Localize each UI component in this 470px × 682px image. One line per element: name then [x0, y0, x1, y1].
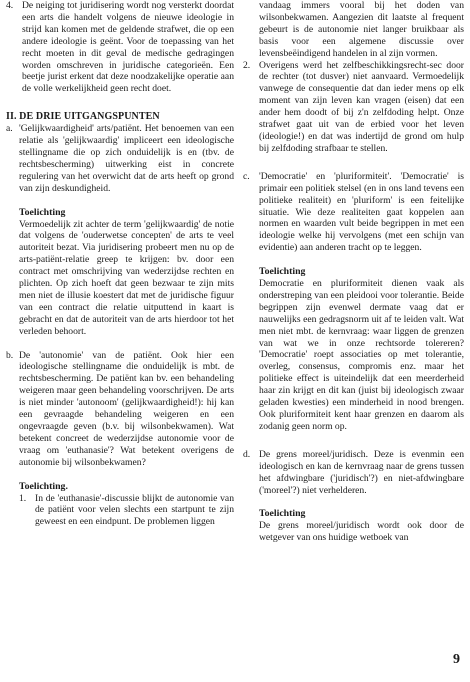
- list-item-4: [6, 0, 234, 95]
- list-marker: b.: [6, 349, 14, 361]
- right-column: [243, 0, 464, 544]
- continued-item-1: [243, 0, 464, 60]
- list-marker: 2.: [243, 59, 251, 71]
- toelichting-d-heading: Toelichting: [259, 508, 306, 520]
- item-c-text: 'Democratie' en 'pluriformiteit'. 'Democratie' is primair een politiek stelsel (en in ons land tevens een politieke realiteit) en 'pluriform' is een feitelijke situatie. Wie deze realiteiten gaat koppelen aan normen en waarden vult beide begrippen in met een ideologie welke hij vervolgens (met een schijn van evidentie) aan anderen tracht op te leggen.: [259, 170, 464, 254]
- toelichting-d: [243, 508, 464, 544]
- item-d-text: De grens moreel/juridisch. Deze is evenmin een ideologisch en kan de kernvraag naar de grens tussen het afdwingbare ('juridisch'?) en niet-afdwingbare ('moreel'?) niet verhelderen.: [259, 448, 464, 496]
- section-heading: II. DE DRIE UITGANGSPUNTEN: [6, 111, 160, 123]
- item-2-text: Overigens werd het zelfbeschikkingsrecht-sec door de rechter (tot dusver) niet aanvaard. Vermoedelijk vanwege de consequentie dat dan ieder mens op elk moment van zijn leven kan vragen (eisen) dat een ander hem doodt of bij z'n zelfdoding helpt. Onze strafwet gaat uit van de erbied voor het leven (ideologie!) en dat was indertijd de grond om hulp bij zelfdoding strafbaar te stellen.: [259, 59, 464, 154]
- page-number: 9: [453, 652, 460, 667]
- list-marker: 4.: [6, 0, 14, 11]
- toelichting-c-heading: Toelichting: [259, 266, 306, 278]
- item-b-text: De 'autonomie' van de patiënt. Ook hier een ideologische stellingname die onduidelijk is mbt. de rechtsbescherming. De patiënt kan bv. een behandeling weigeren maar geen behandeling voorschrijven. De arts is niet minder 'autonoom' (gelijkwaardigheid!): hij kan een gevraagde behandeling weigeren en een ongevraagde geven (b.v. bij wilsonbekwamen). Wat betekent concreet de wederzijdse autonomie voor de vraag om 'euthanasie'? Wat betekent overigens de autonomie bij wilsonbekwamen?: [19, 349, 234, 468]
- list-marker: a.: [6, 123, 13, 135]
- toelichting-d-text: De grens moreel/juridisch wordt ook door de wetgever van ons huidige wetboek van: [259, 520, 464, 544]
- list-marker: 1.: [19, 492, 27, 504]
- toelichting-b-heading: Toelichting.: [19, 480, 68, 492]
- toelichting-a-text: Vermoedelijk zit achter de term 'gelijkwaardig' de notie dat volgens de 'ouderwetse concepten' de arts te veel autoriteit bezat. Via juridisering probeert men nu op de arts-patiënt-relatie greep te krijgen: bv. door een contract met omschrijving van wederzijdse rechten en plichten. Op zich hoeft dat geen bezwaar te zijn mits men niet de illusie koestert dat met de juridische figuur van een contract die relatie uitputtend in kaart is gebracht en dat de autoriteit van de arts hierdoor tot het verleden behoort.: [19, 218, 234, 337]
- toelichting-a-heading: Toelichting: [19, 206, 66, 218]
- list-item-d: [243, 449, 464, 497]
- left-column: [6, 0, 234, 528]
- list-item-c: [243, 171, 464, 254]
- toelichting-c: [243, 266, 464, 433]
- list-item-a: [6, 123, 234, 194]
- list-marker: d.: [243, 448, 251, 460]
- toelichting-b: [6, 481, 234, 529]
- toelichting-c-text: Democratie en pluriformiteit dienen vaak als onderstreping van een pleidooi voor tolerantie. Beide begrippen zijn evenwel dermate vaag dat er nauwelijks een gedragsnorm uit af te leiden valt. Wat men niet mbt. de kernvraag: waar liggen de grenzen van wat we in onze rechtsorde tolereren? 'Democratie' roept associaties op met tolerantie, overleg, consensus, compromis enz. maar het politieke effect is uiteindelijk dat een meerderheid haar zin krijgt en dit kan (juist bij ideologisch zwaar geladen kwesties) een minderheid in nood brengen. Ook pluriformiteit kent haar grenzen en daarom als zodanig geen norm op.: [259, 278, 464, 432]
- item-4-text: De neiging tot juridisering wordt nog versterkt doordat een arts die handelt volgens de nieuwe ideologie in strijd kan komen met de geldende strafwet, die op een andere ideologie is geënt. Voor de toepassing van het recht moeten in dit geval de medische gedragingen worden omschreven in juridische categorieën. Een beetje jurist erkent dat deze noodzakelijke operatie aan de volle werkelijkheid geen recht doet.: [22, 0, 234, 95]
- continued-text: vandaag immers vooral bij het doden van wilsonbekwamen. Aangezien dit laatste al frequent gebeurt is de autonomie niet langer bruikbaar als basis voor een algemene discussie over levensbeëindigend handelen in al zijn vormen.: [259, 0, 464, 59]
- item-a-text: 'Gelijkwaardigheid' arts/patiënt. Het benoemen van een relatie als 'gelijkwaardig' impliceert een ideologische stellingname die op zich onduidelijk is en (tbv. de rechtsbescherming) uitwerking eist in concrete regulering van het overwicht dat de arts heeft op grond van zijn deskundigheid.: [19, 123, 234, 194]
- list-item-b1: [19, 493, 234, 529]
- toelichting-a: [6, 207, 234, 338]
- item-b1-text: In de 'euthanasie'-discussie blijkt de autonomie van de patiënt voor velen slechts een startpunt te zijn geweest en een eindpunt. De problemen liggen: [35, 492, 234, 528]
- list-item-2: [243, 60, 464, 155]
- list-item-b: [6, 350, 234, 469]
- list-marker: c.: [243, 170, 250, 182]
